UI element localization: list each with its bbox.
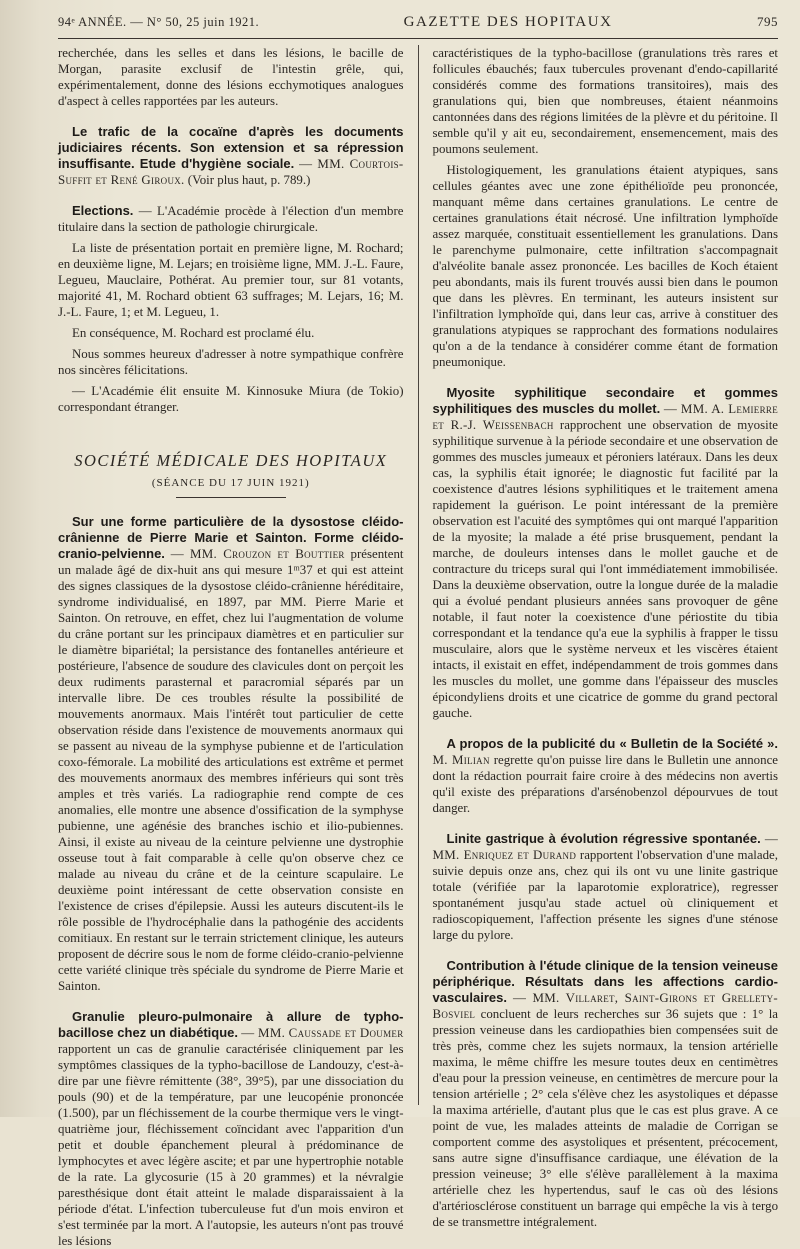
- granulie-authors: — MM. Caussade et Doumer: [241, 1026, 404, 1040]
- bulletin-article: [433, 736, 779, 816]
- issue-info: 94ᵉ ANNÉE. — N° 50, 25 juin 1921.: [58, 15, 260, 29]
- dysostose-article: [58, 514, 404, 994]
- granulie-histology: Histologiquement, les granulations étaient atypiques, sans cellules géantes avec une zone épithélioïde peu prononcée, manquant même dans certaines granulations. Le centre de certaines granulations était nécrosé. Une infiltration lymphoïde assez marquée, constituait essentiellement les granulations. Dans le parenchyme pulmonaire, cette infiltration s'accompagnait d'alvéolite banale assez prononcée. Les bacilles de Koch étaient peu abondants, mais ils furent trouvés aussi bien dans le poumon que dans les plèvres. En terminant, les auteurs insistent sur l'infiltration lymphoïde qui, dans leur cas, arrive à constituer des granulations atypiques se rapprochant des formations nodulaires qu'on a de la tendance à considérer comme étant de formation pneumonique.: [432, 163, 779, 369]
- cocaine-heading: Le trafic de la cocaïne d'après les documents judiciaires récents. Son extension et sa répression insuffisante. Etude d'hygiène sociale.: [58, 124, 404, 171]
- elections-correspondent: — L'Académie élit ensuite M. Kinnosuke Miura (de Tokio) correspondant étranger.: [58, 384, 404, 414]
- bulletin-body: regrette qu'on puisse lire dans le Bulletin une annonce dont la rédaction pourrait faire croire à des médecins non avertis qu'il existe des préparations d'arsénobenzol dépourvues de tout danger.: [432, 753, 779, 815]
- elections-congrats: Nous sommes heureux d'adresser à notre sympathique confrère nos sincères félicitations.: [58, 347, 404, 377]
- linite-authors: — MM. Enriquez et Durand: [432, 832, 779, 862]
- left-column: [58, 45, 404, 1248]
- elections-list: La liste de présentation portait en première ligne, M. Rochard; en deuxième ligne, M. Lejars; en troisième ligne, MM. J.-L. Faure, Legueu, Mauclaire, Pothérat. Au premier tour, sur 81 votants, majorité 41, M. Rochard obtient 63 suffrages; M. Lejars, 16; M. J.-L. Faure, 1; et M. Legueu, 1.: [58, 241, 404, 319]
- granulie-heading: Granulie pleuro-pulmonaire à allure de typho-bacillose chez un diabétique.: [58, 1009, 404, 1040]
- contribution-body: concluent de leurs recherches sur 36 sujets que : 1° la pression veineuse dans les cardiopathies bien compensées suit de très près, comme chez les sujets normaux, la tension artérielle maxima, le même chiffre les mesure toutes deux en centimètres d'eau pour la pression veineuse, en centimètres de mercure pour la tension artérielle ; 2° cela s'élève chez les asystoliques et dépasse la maxima artérielle, d'autant plus que le cas est plus grave. A ce point de vue, les malades atteints de maladie de Corrigan se comportent comme des asystoliques et présentent, précocement, sans autre signe d'insuffisance cardiaque, une élévation de la pression veineuse; 3° elle s'élève parallèlement à la maxima artérielle chez les hypertendus, sauf le cas où des lésions d'artériosclérose constituent un barrage qui empêche la vis à tergo de se transmettre intégralement.: [432, 1007, 779, 1229]
- elections-heading: Elections.: [72, 203, 134, 218]
- page-header: [58, 14, 778, 38]
- contribution-heading: Contribution à l'étude clinique de la tension veineuse périphérique. Résultats dans les affections cardio-vasculaires.: [432, 958, 779, 1005]
- myosite-body: rapprochent une observation de myosite syphilitique survenue à la période secondaire et une observation de gommes des muscles jumeaux et péroniers latéraux. Dans les deux cas, la syphilis était ignorée; le diagnostic fut facilité par la coexistence d'autres lésions syphilitiques et le traitement amena rapidement la guérison. Le point intéressant de la première observation est l'acuité des symptômes qui ont marqué l'apparition de la myosite; la malade a été prise brusquement, pendant la marche, de douleurs intenses dans le mollet gauche et de contracture du triceps sural qui l'ont immédiatement immobilisée. Dans la deuxième observation, outre la longue durée de la maladie qui a évolué pendant plusieurs années sans provoquer de gêne notable, il faut noter la coexistence d'une périostite du tibia correspondant et la tendance qu'a eue la syphilis à frapper le tissu musculaire, alors que le système nerveux et les viscères étaient intacts, il existait en effet, indépendamment de trois gommes dans les muscles du mollet, une gomme dans l'épaisseur des muscles épicondyliens droits et une cicatrice de gomme du grand pectoral gauche.: [432, 418, 779, 720]
- cocaine-article: [58, 124, 404, 188]
- elections-result: En conséquence, M. Rochard est proclamé élu.: [72, 326, 315, 340]
- section-title: SOCIÉTÉ MÉDICALE DES HOPITAUX: [74, 451, 388, 470]
- linite-body: rapportent l'observation d'une malade, suivie depuis onze ans, chez qui ils ont vu une linite gastrique totale (vérifiée par la laparotomie exploratrice), regresser spontanément jusqu'au stade actuel où cliniquement et radioscopiquement, l'affection présente les signes d'une sténose large du pylore.: [432, 848, 779, 942]
- linite-article: [433, 831, 779, 943]
- contribution-article: [433, 958, 779, 1230]
- contribution-authors: — MM. Villaret, Saint-Girons et Grellety-Bosviel: [432, 991, 778, 1021]
- elections-intro: — L'Académie procède à l'élection d'un membre titulaire dans la section de pathologie chirurgicale.: [58, 204, 404, 234]
- cocaine-body: (Voir plus haut, p. 789.): [187, 173, 311, 187]
- intro-paragraph: recherchée, dans les selles et dans les lésions, le bacille de Morgan, parasite exclusif de l'intestin grêle, qui, expérimentalement, donne des lésions ecchymotiques analogues d'aspect à celles rapportées par les auteurs.: [58, 46, 404, 108]
- dysostose-heading: Sur une forme particulière de la dysostose cléido-crânienne de Pierre Marie et Sainton. Forme cléido-cranio-pelvienne.: [58, 514, 404, 561]
- section-subtitle: (SÉANCE DU 17 JUIN 1921): [151, 477, 310, 489]
- elections-paragraph: [58, 203, 404, 235]
- granulie-continued: caractéristiques de la typho-bacillose (granulations très rares et follicules ébauchés; faux tubercules provenant d'endo-capillarité considérés comme des formations transitoires), mais des granulations qui, bien que nombreuses, étaient néanmoins cantonnées dans des régions limitées de la plèvre et du péritoine. Il semble qu'il y ait eu, secondairement, ensemencement, mais des poumons seulement.: [432, 46, 779, 156]
- myosite-article: [433, 385, 779, 721]
- bulletin-authors: M. Milian: [432, 753, 490, 767]
- cocaine-authors: — MM. Courtois-Suffit et René Giroux.: [58, 157, 404, 187]
- journal-title: GAZETTE DES HOPITAUX: [403, 14, 613, 30]
- dysostose-authors: — MM. Crouzon et Bouttier: [170, 547, 345, 561]
- section-rule: [176, 497, 286, 498]
- bulletin-heading: A propos de la publicité du « Bulletin de la Société ».: [446, 736, 779, 751]
- granulie-body: rapportent un cas de granulie caractérisée cliniquement par les symptômes classiques de la typho-bacillose de Landouzy, c'est-à-dire par une fièvre rémittente (38°, 39°5), par une dissociation du pouls (90) et de la température, par une leucopénie prononcée (1.500), par un fléchissement de la courbe thermique vers le vingt-quatrième jour, fléchissement coïncidant avec l'apparition d'un petit et double épanchement pleural à prédominance de lymphocytes et avec légère ascite; et par une hypertrophie notable de la rate. La glycosurie (15 à 20 grammes) et la névralgie paresthésique dont était atteint le malade disparaissaient à la période d'état. L'infection tuberculeuse fut d'un mois environ et s'est terminée par la mort. A l'autopsie, les auteurs n'ont pas trouvé les lésions: [58, 1042, 404, 1248]
- myosite-authors: — MM. A. Lemierre et R.-J. Weissenbach: [432, 402, 779, 432]
- dysostose-body: présentent un malade âgé de dix-huit ans qui mesure 1ᵐ37 et qui est atteint des signes classiques de la dysostose cléido-crânienne héréditaire, syndrome individualisé, en 1897, par MM. Pierre Marie et Sainton. On retrouve, en effet, chez lui l'augmentation de volume du crâne portant sur les principaux diamètres et en particulier sur le diamètre bipariétal; la persistance des fontanelles antérieure et postérieure, l'absence de soudure des clavicules dont on perçoit les deux rudiments parasternal et paracromial séparés par un intervalle libre. De ces troubles résulte la possibilité de mouvements anormaux. Mais l'intérêt tout particulier de cette observation réside dans l'existence de mouvements anormaux qui se passent au niveau de la symphyse pubienne et de l'articulation coxo-fémorale. La mobilité des articulations est extrême et permet des mouvements anormaux des membres inférieurs qui sont très amples et très variés. La radiographie rend compte de ces anomalies, elle montre une absence d'ossification de la symphyse pubienne, une agénésie des branches ischio et ilio-pubiennes. Ainsi, il existe au niveau de la ceinture pelvienne une dystrophie osseuse tout à fait comparable à celle qu'on observe chez ce malade au niveau du crâne et de la ceinture scapulaire. Le deuxième point intéressant de cette observation consiste en l'existence de crises d'épilepsie. Aussi les auteurs discutent-ils le rôle possible de l'hydrocéphalie dans la pathogénie des accidents comitiaux. En restant sur le terrain strictement clinique, les auteurs proposent de décrire sous le nom de forme cléido-cranio-pelvienne cette variété clinique très spéciale du syndrome de Pierre Marie et Sainton.: [58, 547, 404, 993]
- right-column: [432, 45, 779, 1229]
- page-number: 795: [757, 14, 778, 29]
- column-divider: [418, 45, 419, 1105]
- myosite-heading: Myosite syphilitique secondaire et gommes syphilitiques des muscles du mollet.: [432, 385, 779, 416]
- text-columns: [58, 45, 779, 1248]
- header-rule: [58, 38, 778, 39]
- granulie-article: [58, 1009, 404, 1249]
- linite-heading: Linite gastrique à évolution régressive spontanée.: [446, 831, 761, 846]
